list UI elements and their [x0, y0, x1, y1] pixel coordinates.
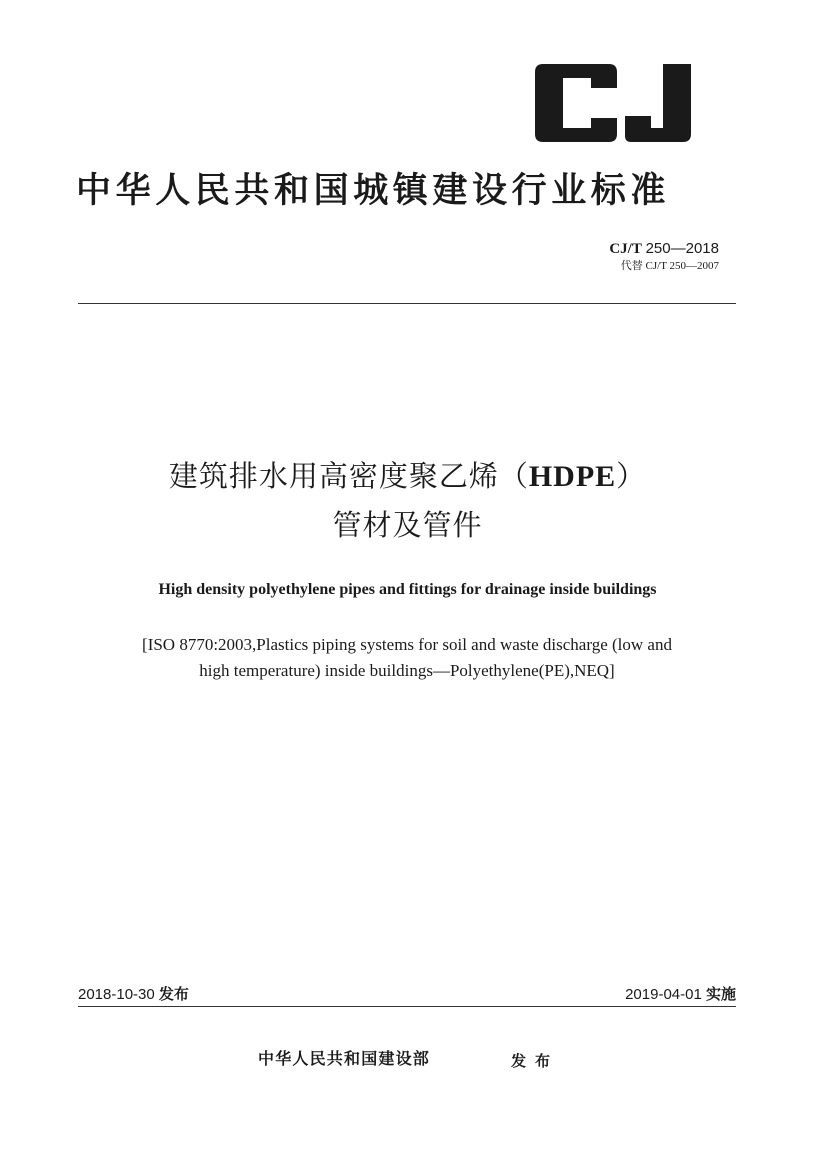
title-chinese-line1 — [0, 452, 815, 501]
standard-category: 中华人民共和国城镇建设行业标准 — [76, 171, 671, 211]
top-divider — [78, 303, 736, 304]
issue-label: 发布 — [158, 985, 189, 1003]
standard-code: CJ/T — [609, 241, 642, 257]
title-suffix: ） — [616, 459, 647, 493]
iso-reference-line2: high temperature) inside buildings—Polyethylene(PE),NEQ] — [199, 661, 615, 680]
publisher-action: 发布 — [511, 1052, 560, 1070]
title-chinese-line2: 管材及管件 — [332, 508, 483, 542]
replaces-note: 代替 CJ/T 250—2007 — [620, 260, 719, 272]
iso-reference — [76, 632, 738, 684]
title-prefix: 建筑排水用高密度聚乙烯（ — [168, 459, 529, 493]
iso-reference-line1: [ISO 8770:2003,Plastics piping systems for soil and waste discharge (low and — [142, 635, 672, 654]
publisher: 中华人民共和国建设部 — [258, 1049, 431, 1068]
implementation-date — [625, 984, 736, 1005]
title-chinese — [0, 452, 815, 549]
implementation-date-value: 2019-04-01 — [625, 986, 702, 1003]
issue-date-value: 2018-10-30 — [78, 986, 155, 1003]
implementation-label: 实施 — [705, 985, 736, 1003]
title-english: High density polyethylene pipes and fittings for drainage inside buildings — [158, 581, 657, 598]
title-hdpe: HDPE — [528, 460, 617, 493]
bottom-divider — [78, 1006, 736, 1007]
standard-year: 250—2018 — [645, 240, 719, 257]
cj-logo — [535, 64, 693, 142]
standard-number — [609, 240, 719, 258]
issue-date — [78, 984, 189, 1005]
cj-logo-graphic — [535, 64, 693, 142]
